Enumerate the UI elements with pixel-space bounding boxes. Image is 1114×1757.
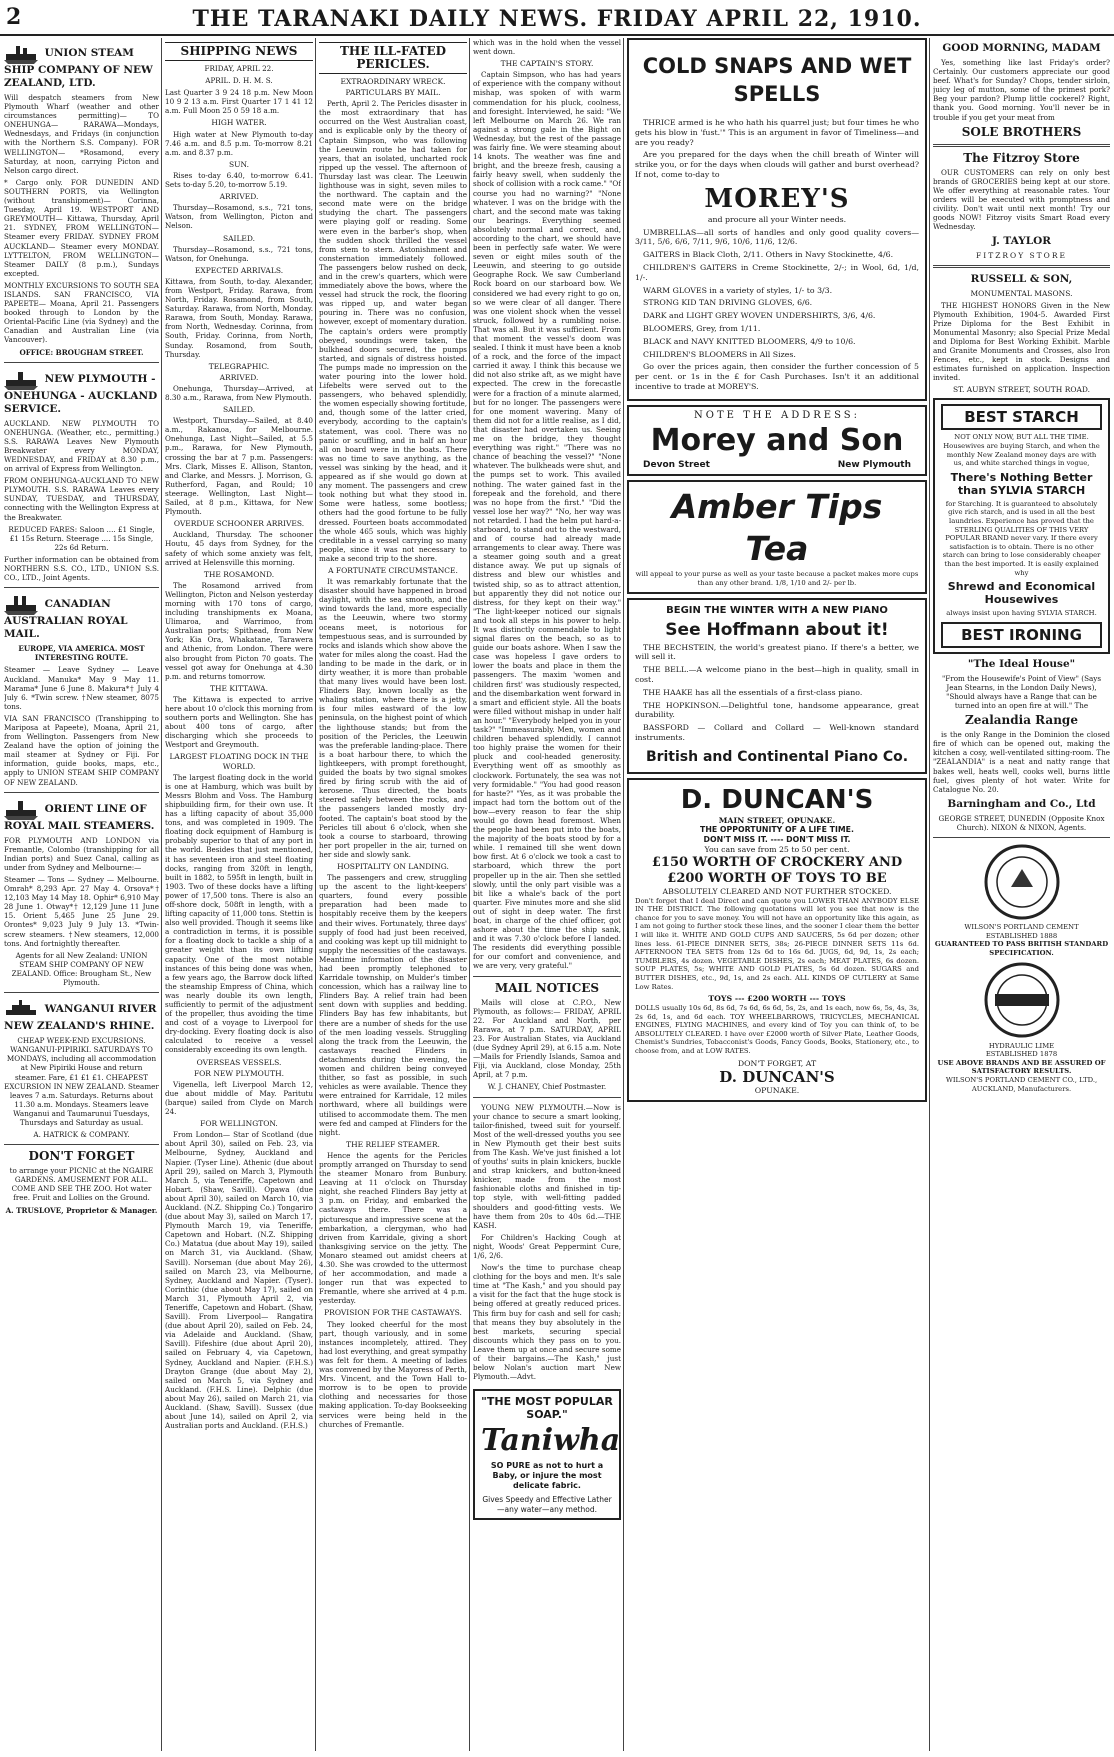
sailed-tel-heading: SAILED. (222, 405, 256, 415)
fortunate: It was remarkably fortunate that the disaster should have happened in broad daylight, with the sea smooth, and the wind towards the land, more especially as the Leeuwin, where two stormy oceans meet, is notorious for tempestuous seas, and is surrounded by rocks and islands which show above the water for miles along the coast. Had the landing to be made in the dark, or in dirty weather, it is more than probable that many lives would have been lost. Flinders Bay, known locally as the whaling station, where there is a jetty, is four miles eastward of the low peninsula, on the highest point of which the lighthouse stands; but from the position of the Pericles, the Leeuwin was the preferable landing-place. There is a boat harbour there, to which the lightkeepers, with prompt forethought, guided the boats by two signal smokes fired by firing scrub with the aid of kerosene. Thus directed, the boats steered safely between the rocks, and the passengers landed mostly dry-footed. The captain's boat stood by the Pericles till about 6 o'clock, when she took a course to starboard, throwing her port propeller in the air, turned on her side and slowly sank. (319, 577, 467, 859)
column-right-adverts (933, 38, 1110, 1751)
sun-times: Rises to-day 6.40, to-morrow 6.41. Sets to-day 5.20, to-morrow 5.19. (165, 170, 313, 190)
column-divider (469, 38, 470, 1751)
sailed-telegraphic: Westport, Thursday—Sailed, at 8.40 a.m., Rakanoa, for Melbourne. Onehunga, Last Night—Sailed, at 5.5 p.m., Rarawa, for New Plymouth, crossing the bar at 7 p.m. Passengers: Mrs. Clark, Misses E. Allison, Stanton, and Clarke, and Messrs. J. Morrison, G. Rutherford, Fagan, and Rould; 10 steerage. Wellington, Last Night—Sailed, at 8 p.m., Kittawa, for New Plymouth. (165, 416, 313, 517)
russell-heading: RUSSELL & SON, (970, 273, 1073, 286)
onehunga-outbound: AUCKLAND. NEW PLYMOUTH TO ONEHUNGA. (Weather, etc., permitting.) S.S. RARAWA Leaves New Plymouth Breakwater every MONDAY, WEDNESDAY, and FRIDAY at 8.30 p.m., on arrival of Express from Wellington. (4, 418, 159, 474)
chief-postmaster: W. J. CHANEY, Chief Postmaster. (487, 1082, 607, 1092)
duncan-sign: D. DUNCAN'S (719, 1068, 835, 1087)
column-divider (161, 38, 162, 1751)
kittawa-heading: THE KITTAWA. (210, 683, 268, 693)
telegraphic-heading: TELEGRAPHIC. (208, 361, 270, 371)
barningham-address: GEORGE STREET, DUNEDIN (Opposite Knox Church). NIXON & NIXON, Agents. (938, 813, 1105, 832)
floating-dock-heading: LARGEST FLOATING DOCK IN THE WORLD. (169, 752, 309, 771)
sole-heading: GOOD MORNING, MADAM (942, 42, 1101, 54)
steamship-icon (4, 593, 38, 615)
orient-sailings: Steamer — Tons — Sydney — Melbourne. Omrah* 8,293 Apr. 27 May 4. Orsova*† 12,103 May 14 May 18. Ophir* 6,910 May 28 June 1. Otway*† 12,129 June 11 June 15. Orient 5,465 June 25 June 29. Orontes* 9,023 July 9 July 13. *Twin-screw steamers. †New steamers, 12,000 tons. And fortnightly thereafter. (4, 875, 159, 948)
taniwha-tagline: "THE MOST POPULAR SOAP." (481, 1395, 613, 1422)
pericles-story: Perth, April 2. The Pericles disaster in the most extraordinary that has occurred on the West Australian coast, and is explicable only by the theory of Captain Simpson, who was following the Leeuwin route he had taken for years, that an isolated, uncharted rock ripped up the vessel. The afternoon of Thursday last was clear. The Leeuwin lighthouse was in sight, seven miles to the northward. The captain and the second mate were on the bridge studying the chart. The passengers were playing golf or reading. Some were even in the barber's shop, when the sudden shock thrilled the vessel from stem to stern. Astonishment and consternation immediately followed. The passengers below rushed on deck, and in the crew's quarters, which were immediately above the bows, where the vessel had struck the rock, the flooring was ripped up, and water began pouring in. There was no confusion, however, except of momentary duration. The captain's orders were promptly obeyed, soundings were taken, the bulkhead doors secured, the pumps started, and signals of distress hoisted. The pumps made no impression on the water pouring into the lower hold. Lifebelts were served out to the passengers, who behaved splendidly, the women especially showing fortitude, and, though some of the latter cried, everybody, according to the captain's statement, was cool. There was no panic or scuffling, and in half an hour all on board were in the boats. There was no time to save anything, as the vessel was sinking by the head, and it appeared as if she would go down at any moment. The passengers and crew took nothing but what they stood in. Some were hatless, some bootless; others had the good fortune to be fully dressed. Fourteen boats accommodated the whole 465 souls, which was highly creditable in a vessel carrying so many people, since it was not necessary to make a second trip to the shore. (319, 99, 467, 563)
riverboat-icon (4, 998, 38, 1020)
shipping-date: FRIDAY, APRIL 22. (204, 64, 274, 73)
sylvia-starch-advert (933, 398, 1110, 653)
fitzroy-text: OUR CUSTOMERS can rely on only best brands of GROCERIES being kept at our store. We offer everything at reasonable rates. Your orders will be executed with promptness and civility. Don't wait until next month! Try our goods NOW! Fitzroy visits Smart Road every Wednesday. (933, 167, 1110, 232)
amber-tips-brand: Amber Tips Tea (671, 487, 883, 569)
piano-item: THE BELL.—A welcome piano in the best—high in quality, small in cost. (635, 665, 919, 684)
overseas-heading: OVERSEAS VESSELS. (196, 1057, 282, 1067)
barningham: Barningham and Co., Ltd (947, 797, 1096, 810)
steamship-icon (4, 798, 38, 820)
high-water: High water at New Plymouth to-day 7.46 a.m. and 8.5 p.m. To-morrow 8.21 a.m. and 8.37 p.m. (165, 129, 313, 157)
floating-dock: The largest floating dock in the world is one at Hamburg, which was built by Messrs Blohm and Voss. The Hamburg shipbuilding firm, for their own use. It has a lifting capacity of about 35,000 tons, and was completed in 1909. The floating dock equipment of Hamburg is probably superior to that of any port in the world. Besides that just mentioned, it has seventeen iron and steel floating docks, ranging from 320ft in length, built in 1882, to 595ft in length, built in 1903. Two of these docks have a lifting power of 17,500 tons. There is also an off-shore dock, 508ft in length, with a lifting capacity of 11,000 tons. Stettin is also well provided. Though it seems like a contradiction in terms, it is possible for a floating dock to tackle a ship of a greater weight than its own lifting capacity. One of the most notable instances of this being done was when, a few years ago, the Barrow dock lifted the steamship Empress of China, which was nearly double its own length, sufficiently to permit of the adjustment of the propeller, thus avoiding the time and cost of a voyage to Liverpool for dry-docking. Every floating dock is also calculated to receive a vessel considerably exceeding its own length. (165, 772, 313, 1055)
taniwha-brand: Taniwha (481, 1423, 621, 1459)
russell-masons: MONUMENTAL MASONS. (970, 289, 1073, 299)
canadian-info: VIA SAN FRANCISCO (Transhipping to Mariposa at Papeete), Moana, April 21, from Wellington. Passengers from New Zealand have the option of joining the mail steamer at Sydney or Fiji. For information, guide books, maps, etc., apply to UNION STEAM SHIP COMPANY OF NEW ZEALAND. (4, 713, 159, 787)
rosamond-heading: THE ROSAMOND. (203, 569, 275, 579)
column-divider (315, 38, 316, 1751)
morey-item: DARK and LIGHT GREY WOVEN UNDERSHIRTS, 3/6, 4/6. (643, 311, 876, 321)
union-schedule-islands: MONTHLY EXCURSIONS TO SOUTH SEA ISLANDS. SAN FRANCISCO, VIA PAPEETE— Moana, April 21. Passengers booked through to London by the Oriental-Pacific Line (via Sydney) and the Canadian and Australian Line (via Vancouver). (4, 280, 159, 345)
cough-cure: For Children's Hacking Cough at night, Woods' Great Peppermint Cure, 1/6, 2/6. (473, 1232, 621, 1260)
morey-address-advert (627, 405, 927, 477)
morey-item: STRONG KID TAN DRIVING GLOVES, 6/6. (643, 298, 813, 308)
column-divider (929, 38, 930, 1751)
ngaire-gardens: to arrange your PICNIC at the NGAIRE GARDENS. AMUSEMENT FOR ALL. COME AND SEE THE ZOO. Hot water free. Fruit and Lollies on the Ground. (9, 1166, 154, 1203)
mail-notices: Mails will close at C.P.O., New Plymouth, as follows:— FRIDAY, APRIL 22. For Auckland and North, per Rarawa, at 7 p.m. SATURDAY, APRIL 23. For Australian States, via Auckland (due Sydney April 29), at 6.15 a.m. Note—Mails for Friendly Islands, Samoa and Fiji, via Auckland, close Monday, 25th April, at 7 p.m. (473, 997, 621, 1080)
taniwha-soap-advert (473, 1389, 621, 1520)
canadian-mail-heading: CANADIAN AUSTRALIAN ROYAL MAIL. (4, 593, 159, 641)
morey-item-list (635, 228, 919, 360)
expected-heading: EXPECTED ARRIVALS. (194, 265, 284, 275)
arrived: Thursday—Rosamond, s.s., 721 tons, Watson, from Wellington, Picton and Nelson. (165, 203, 313, 231)
duncan-dont-forget: DON'T FORGET, AT (737, 1058, 817, 1068)
cement-guarantee: GUARANTEED TO PASS BRITISH STANDARD SPECIFICATION. (934, 940, 1109, 957)
duncan-cleared: ABSOLUTELY CLEARED AND NOT FURTHER STOCKED. (662, 886, 892, 896)
morey-item: GAITERS in Black Cloth, 2/11. Others in Navy Stockinette, 4/6. (643, 250, 894, 260)
piano-item: THE HAAKE has all the essentials of a first-class piano. (643, 687, 863, 697)
duncan-opportunity: THE OPPORTUNITY OF A LIFE TIME. (700, 825, 854, 835)
morey-town: New Plymouth (837, 459, 911, 470)
piano-title: See Hoffmann about it! (665, 619, 889, 640)
moon-phases: Last Quarter 3 9 24 18 p.m. New Moon 10 9 2 13 a.m. First Quarter 17 1 41 12 a.m. Full Moon 25 0 59 18 a.m. (165, 88, 313, 116)
union-schedule-ports: * Cargo only. FOR DUNEDIN AND SOUTHERN PORTS, via Wellington (without transhipment)— Corinna, Tuesday, April 19. WESTPORT AND GREYMOUTH— Kittawa, Thursday, April 21. SYDNEY, FROM WELLINGTON— Steamer every FRIDAY. SYDNEY FROM AUCKLAND— Steamer every MONDAY. LYTTELTON, FROM WELLINGTON— Steamer DAILY (8 p.m.), Sundays excepted. (4, 177, 159, 278)
lime-seal-label: HYDRAULIC LIME (988, 1041, 1055, 1050)
mail-notices-heading: MAIL NOTICES (494, 980, 600, 995)
rosamond: The Rosamond arrived from Wellington, Picton and Nelson yesterday morning with 170 tons of cargo, including transhipments ex Moana, Ulimaroa, and Warrimoo, from Australian ports; Spithead, from New York; Kia Ora, Whakatane, Tarawera and Athenic, from London. There were also brought from Picton 70 goats. The vessel got away for Onehunga at 4.30 p.m. and returns tomorrow. (165, 580, 313, 681)
orient-line-heading: ORIENT LINE OF ROYAL MAIL STEAMERS. (4, 798, 159, 833)
morey-winter: and procure all your Winter needs. (707, 214, 847, 224)
union-schedule: Will despatch steamers from New Plymouth Wharf (weather and other circumstances permitting)— TO ONEHUNGA— RARAWA—Mondays, Wednesdays, and Fridays (in conjunction with the Northern S.S. Company). FOR WELLINGTON— *Rosamond, every Saturday, at noon, carrying Picton and Nelson cargo direct. (4, 93, 159, 175)
duncan-dont-miss: DON'T MISS IT. ---- DON'T MISS IT. (703, 835, 851, 845)
cement-firm: WILSON'S PORTLAND CEMENT CO., LTD., AUCKLAND, Manufacturers. (945, 1075, 1098, 1093)
fares-info: Further information can be obtained from NORTHERN S.S. CO., LTD., UNION S.S. CO., LTD., Joint Agents. (4, 554, 159, 583)
provision-heading: PROVISION FOR THE CASTAWAYS. (324, 1308, 462, 1318)
duncan-toys-line: £200 WORTH OF TOYS TO BE (667, 870, 887, 886)
provision: They looked cheerful for the most part, though variously, and in some instances incompletely, attired. They had lost everything, and great sympathy was felt for them. A meeting of ladies was convened by the Mayoress of Perth, Mrs. Vincent, and the Town Hall to-morrow is to be open to provide clothing and necessaries for those making application. To-day Bookseeking services were being held in the churches of Fremantle. (319, 1319, 467, 1429)
morey-intro: THRICE armed is he who hath his quarrel just; but four times he who gets his blow in 'fust.'" This is an argument in favor of Timeliness—and are you ready? (635, 118, 919, 147)
steamship-icon (4, 42, 38, 64)
duncan-toys-text: DOLLS usually 10s 6d, 8s 6d, 7s 6d, 6s 6d, 5s, 2s, and 1s each, now 6s, 5s, 4s, 3s, 2s 6d, 1s, and 6d each. TOY WHEELBARROWS, TRICYCLES, MECHANICAL ENGINES, FLYING MACHINES, and every kind of Toy you can think of, to be ABSOLUTELY CLEARED. I have over £2000 worth of Silver Plate, Leather Goods, Chemist's Sundries, Tobacconist's Goods, Fancy Goods, Books, Stationery, etc., to choose from, and at LOW RATES. (635, 1004, 919, 1055)
kash-sale: Now's the time to purchase cheap clothing for the boys and men. It's sale time at "The Kash," and you should pay a visit for the fact that the huge stock is being offered at greatly reduced prices. This firm buy for cash and sell for cash; that means they buy absolutely in the best markets, securing special discounts which they pass on to you. Leave them up at once and secure some of their bargains.—The Kash," just below Nolan's auction mart New Plymouth.—Advt. (473, 1263, 621, 1382)
ngaire-proprietor: A. TRUSLOVE, Proprietor & Manager. (5, 1205, 158, 1215)
overseas-wellington: From London— Star of Scotland (due about April 30), sailed on Feb. 23, via Melbourne, Sydney, Auckland and Napier. (Tyser Line). Athenic (due about April 29), sailed on March 3, Plymouth March 5, via Teneriffe, Capetown and Hobart. (Shaw, Savill). Opawa (due about April 30), sailed on March 10, via Auckland. (N.Z. Shipping Co.) Tongariro (due about May 3), sailed on March 17, Plymouth March 19, via Teneriffe, Capetown and Hobart. (N.Z. Shipping Co.) Matatua (due about May 19), sailed on March 31, via Auckland. (Shaw, Savill). Norseman (due about May 26), sailed on March 23, via Melbourne, Sydney, Auckland and Napier. (Tyser). Corinthic (due about May 17), sailed on March 31, Plymouth April 2, via Teneriffe, Capetown and Hobart. (Shaw, Savill). From Liverpool— Rangatira (due about April 20), sailed on Feb. 24, via Adelaide and Auckland. (Shaw, Savill). Fifeshire (due about April 20), sailed on February 4, via Capetown, Sydney, Auckland and Napier. (F.H.S.) Drayton Grange (due about May 2), sailed on March 5, via Sydney and Auckland. (F.H.S. Line). Delphic (due about May 26), sailed on March 21, via Auckland. (Shaw, Savill). Sussex (due about June 14), sailed on April 2, via Australian ports and Auckland. (F.H.S.) (165, 1130, 313, 1431)
morey-item: BLOOMERS, Grey, from 1/11. (643, 323, 761, 333)
for-new-plymouth: FOR NEW PLYMOUTH. (193, 1068, 285, 1078)
relief-heading: THE RELIEF STEAMER. (346, 1139, 440, 1149)
russell-address: ST. AUBYN STREET, SOUTH ROAD. (952, 385, 1091, 395)
pericles-subhead: EXTRAORDINARY WRECK. (340, 77, 446, 86)
morey-question: Are you prepared for the days when the chill breath of Winter will strike you, or for the days when clouds will gather and burst overhead? If not, come to-day to (635, 150, 919, 179)
duncan-street: MAIN STREET, OPUNAKE. (718, 815, 836, 825)
taniwha-purity: SO PURE as not to hurt a Baby, or injure the most delicate fabric. (490, 1461, 604, 1491)
arrived-tel-heading: ARRIVED. (219, 372, 259, 382)
overdue-heading: OVERDUE SCHOONER ARRIVES. (173, 519, 305, 529)
sole-brothers: SOLE BROTHERS (961, 124, 1082, 139)
column-shipping-adverts (4, 38, 159, 1751)
orient-agents: Agents for all New Zealand: UNION STEAM SHIP COMPANY OF NEW ZEALAND. Office: Brougham St., New Plymouth. (11, 950, 152, 988)
duncan-prices: Don't forget that I deal Direct and can quote you LOWER THAN ANYBODY ELSE IN THE DISTRICT. The following quotations will let you see that now is the chance for you to save money. You will not have an opportunity like this again, as I am not going to further stock these lines, and the sooner I clear them the better I will like it. WHITE AND GOLD CUPS AND SAUCERS, 5s 6d per dozen; other lines less. 61-PIECE DINNER SETS, 38s; 26-PIECE DINNER SETS 11s 6d. AFTERNOON TEA SETS from 12s 6d to 16s 6d. JUGS, 6d, 9d, 1s, 2s each; TUMBLERS, 4s dozen. VEGETABLE DISHES, 2s each; MEAT PLATES, 6s dozen. SOUP PLATES, 5s; WHITE AND GOLD PLATES, 5s 6d dozen. SUGARS and BUTTER DISHES, etc., 9d, 1s, and 2s each. ALL KINDS OF CUTLERY at Same Low Rates. (635, 896, 919, 991)
for-wellington: FOR WELLINGTON. (200, 1119, 278, 1129)
best-ironing: BEST IRONING (941, 622, 1102, 648)
amber-tips-advert (627, 480, 927, 593)
union-steam-ship-heading: UNION STEAM SHIP COMPANY OF NEW ZEALAND, LTD. (4, 42, 159, 90)
duncan-crockery: £150 WORTH OF CROCKERY AND (651, 854, 903, 870)
fortunate-heading: A FORTUNATE CIRCUMSTANCE. (328, 565, 458, 575)
shipping-news-heading: SHIPPING NEWS (165, 42, 313, 61)
captain-story: Captain Simpson, who has had years of experience with the company without mishap, was spoken of with warm commendation for his pluck, coolness, and foresight. Interviewed, he said: "We left Melbourne on March 26. We ran against a strong gale in the Bight on Wednesday, but the rest of the passage was fairly fine. We were steaming about 14 knots. The weather was fine and bright, and the breeze fresh, causing a fairly heavy swell, when suddenly the shock of collision with a rock came." "Of course you had no warning?" "None whatever. I was on the bridge with the chart, and the second mate was taking our bearings. Everything seemed absolutely normal and correct, and, according to the chart, we should have been in perfectly safe water. We were seven or eight miles south of the Leeuwin, and steering to go outside Geographe Rock. We saw Cumberland Rock board on our starboard bow. We considered we had every right to go on, so we were clear of all danger. There was one violent shock when the vessel struck, followed by a rumbling noise. That was all. But it was sufficient. From that moment the vessel's doom was sealed. I think it must have been a knob of a rock, and the force of the impact carried it away. I think this because we did not also strike aft, as we might have expected. The crew in the forecastle were for a fraction of a minute alarmed, but for no longer. The passengers were for one moment wavering. Many of them did not for a little realise, as I did, that disaster had overtaken us. Seeing me on the bridge, they thought everything was right." "There was no chance of beaching the vessel?" "None whatever. The bulkheads were shut, and the pumps set to work. This availed nothing. The water gained fast in the forepeak and the forehold, and there was no hope from the first." "Did the vessel lose her way?" "No, her way was not retarded. I had the helm put hard-a-starboard, to stand out to the westward, and of course had already made arrangements to clear away. There was a steamer going south and a great distance away. We put up signals of distress and blew our whistles and twisted ship, so as to attract attention, but apparently they did not notice our distress, for they kept on their way." "The light-keeper noticed our signals and took all steps in his power to help. It was distinctly commendable to light signal flares on the beach, so as to guide our boats ashore. When I saw the case was hopeless I gave orders to lower the boats and place in them the passengers. The maxim 'women and children first' was studiously respected, and the disembarkation went forward in a smart and efficient style. All the boats were filled without mishap in under half an hour." "Everybody helped you in your task?" "Immeasurably. Men, women and children behaved splendidly. I cannot too highly praise the women for their pluck and cool-headed generosity. Everything went off as smoothly as clockwork. Fortunately, the sea was not very formidable." "You had good reason for haste?" "Yes, as it was probable the impact had torn the bottom out of the bow—every reason to fear the ship would go down head foremost. When the people had been put into the boats, the majority of the boats stood by for a while. I remained till she went down bow first. At 6 o'clock we took a cast to starboard, which threw the port propeller up in the air. Then she settled slowly, until the only part visible was a bit like a whale's back of the port quarter. Five minutes more and she slid out of sight in deep water. The first boat, in charge of the chief officer, got ashore about the time the ship sank, and it was 7.30 o'clock before I landed. The residents did everything possible for our comfort and convenience, and we are very, very grateful." (473, 70, 621, 971)
pericles-heading: THE ILL-FATED PERICLES. (319, 42, 467, 74)
taniwha-lather: Gives Speedy and Effective Lather—any water—any method. (482, 1495, 612, 1514)
starch-housewives: Shrewd and Economical Housewives (947, 580, 1096, 607)
fitzroy-store: FITZROY STORE (976, 251, 1067, 261)
duncan-town: OPUNAKE. (754, 1086, 800, 1096)
morey-address-note: NOTE THE ADDRESS: (694, 409, 860, 421)
duncan-name: D. DUNCAN'S (680, 784, 874, 815)
moon-table-head: APRIL. D. H. M. S. (205, 76, 273, 86)
piano-list (635, 643, 919, 743)
orient-route: FOR PLYMOUTH AND LONDON via Fremantle, Colombo (transhipping for all Indian ports) and Suez Canal, calling as under from Sydney and Melbourne:— (4, 835, 159, 872)
morey-street: Devon Street (643, 459, 710, 470)
wanganui-river-heading: WANGANUI RIVER NEW ZEALAND'S RHINE. (4, 998, 159, 1033)
cement-use: USE ABOVE BRANDS AND BE ASSURED OF SATISFACTORY RESULTS. (937, 1058, 1106, 1076)
fitzroy-heading: The Fitzroy Store (963, 150, 1080, 165)
sole-dialogue: Yes, something like last Friday's order? Certainly. Our customers appreciate our good beef. What's for Sunday? Chops, tender sirloin, juicy leg of mutton, some of the primest pork? Beg your pardon? Plump little cockerel? Right, thank you. Good morning. You'll never be in trouble if you get your meat from (933, 58, 1110, 122)
amber-tips-text: will appeal to your purse as well as your taste because a packet makes more cups than any other brand. 1/8, 1/10 and 2/- per lb. (635, 570, 919, 587)
morey-close: Go over the prices again, then consider the further concession of 5 per cent. or 1s in the £ for Cash Purchases. Isn't it an additional incentive to trade at MOREY'S. (635, 362, 919, 391)
morey-headline: COLD SNAPS AND WET SPELLS (642, 54, 912, 106)
kash-advert: YOUNG NEW PLYMOUTH.—Now is your chance to secure a smart looking, tailor-finished, tweed suit for yourself. Most of the well-dressed youths you see in New Plymouth get their best suits from The Kash. We've just finished a lot of youths' suits in plain knickers, buckle and strap knickers, and button-kneed knicker, made from the most fashionable cloths and finished in tip-top style, with well-fitting padded shoulders and good-fitting vests. We have them from 20s to 40s 6d.—THE KASH. (473, 1102, 621, 1230)
starch-insist: always insist upon having SYLVIA STARCH. (946, 609, 1097, 618)
captain-story-heading: THE CAPTAIN'S STORY. (500, 59, 594, 69)
duncan-save: You can save from 25 to 50 per cent. (704, 845, 850, 855)
best-starch: BEST STARCH (941, 404, 1102, 430)
lime-established: ESTABLISHED 1878 (985, 1050, 1058, 1059)
newspaper-title: THE TARANAKI DAILY NEWS. FRIDAY APRIL 22, 1910. (192, 6, 922, 32)
morey-item: UMBRELLAS—all sorts of handles and only good quality covers—3/11, 5/6, 6/6, 7/11, 9/6, 10/6, 11/6, 12/6. (635, 227, 919, 247)
hoffmann-piano-advert (627, 598, 927, 774)
column-captain-story (473, 38, 621, 1751)
canadian-route: EUROPE, VIA AMERICA. MOST INTERESTING ROUTE. (18, 644, 145, 663)
sailed-heading: SAILED. (222, 233, 256, 243)
morey-item: CHILDREN'S BLOOMERS in All Sizes. (643, 349, 796, 359)
overdue-schooner: Auckland, Thursday. The schooner Houtu, 45 days from Sydney, for the safety of which some anxiety was felt, arrived at Helensville this morning. (165, 530, 313, 567)
wilsons-cement-advert (933, 843, 1110, 1093)
morey-item: CHILDREN'S GAITERS in Creme Stockinette, 2/-; in Wool, 6d, 1/d, 1/-. (635, 262, 919, 282)
union-office: OFFICE: BROUGHAM STREET. (19, 347, 144, 357)
cement-established: ESTABLISHED 1888 (985, 931, 1058, 940)
portland-cement-seal-icon (983, 843, 1061, 921)
ideal-house-heading: "The Ideal House" (967, 657, 1076, 670)
masthead (0, 0, 1114, 36)
relief-steamer: Hence the agents for the Pericles promptly arranged on Thursday to send the steamer Monaro from Bunbury. Leaving at 11 o'clock on Thursday night, she reached Flinders Bay jetty at 3 p.m. on Friday, and embarked the castaways there. There was a picturesque and impressive scene at the embarkation, a clergyman, who had driven from Karridale, giving a short thanksgiving service on the jetty. The Monaro steamed out amidst cheers at 4.30. She was crowded to the uttermost of her accommodation, and made a longer run that was expected to Fremantle, where she arrived at 4 p.m. yesterday. (319, 1150, 467, 1306)
piano-item: THE BECHSTEIN, the world's greatest piano. If there's a better, we will sell it. (635, 642, 919, 662)
hydraulic-lime-seal-icon (983, 961, 1061, 1039)
morey-and-son: Morey and Son (650, 422, 904, 458)
duncan-toys-head: TOYS --- £200 WORTH --- TOYS (708, 994, 846, 1004)
expected-arrivals: Kittawa, from South, to-day. Alexander, from Westport, Friday. Rarawa, from North, Friday. Rosamond, from South, Saturday. Rarawa, from North, Monday. Rarawa, from South, Monday. Rarawa, from North, Wednesday. Corinna, from South, Friday. Corinna, from North, Sunday. Rosamond, from South, Thursday. (165, 276, 313, 359)
zealandia-range: Zealandia Range (965, 713, 1078, 728)
canadian-sailings: Steamer — Leave Sydney — Leave Auckland. Manuka* May 9 May 11. Marama* June 6 June 8. Makura*† July 4 July 6. *Twin screw. †New steamer, 8075 tons. (4, 665, 159, 711)
column-divider (623, 38, 624, 1751)
zealandia-text: is the only Range in the Dominion the closed fire of which can be opened out, making the kitchen a cosy, well-ventilated sitting-room. The "ZEALANDIA" is a neat and natty range that bakes well, heats well, cooks well, burns little fuel, gives plenty of hot water. Write for Catalogue No. 20. (933, 730, 1110, 794)
arrived-heading: ARRIVED. (219, 192, 259, 202)
wanganui-agent: A. HATRICK & COMPANY. (33, 1130, 130, 1140)
onehunga-inbound: FROM ONEHUNGA-AUCKLAND TO NEW PLYMOUTH. S.S. RARAWA Leaves every SUNDAY, TUESDAY, and THURSDAY, connecting with the Wellington Express at the Breakwater. (4, 476, 159, 522)
column-pericles (319, 38, 467, 1751)
onehunga-service-heading: NEW PLYMOUTH - ONEHUNGA - AUCKLAND SERVICE. (4, 368, 159, 416)
column-large-adverts (627, 38, 927, 1751)
high-water-heading: HIGH WATER. (211, 118, 267, 128)
piano-item: BASSFORD — Collard and Collard — Well-known standard instruments. (635, 723, 919, 742)
hospitality-heading: HOSPITALITY ON LANDING. (337, 861, 449, 871)
ideal-house-quote: "From the Housewife's Point of View" (Says Jean Stearns, in the London Daily News), "Should always have a Range that can be turned into an open fire at will." The (941, 673, 1102, 711)
hospitality: The passengers and crew, struggling up the ascent to the light-keepers' quarters, found every possible preparation had been made to hospitably receive them by the keepers and their wives. Fortunately, three days' supply of food had just been received, and cooking was kept up till midnight to supply the necessities of the castaways. Meantime information of the disaster had been promptly telephoned to Karridale township, on Mulder's timber concession, which has a railway line to Flinders Bay. A relief train had been sent down with supplies and bedding. Flinders Bay has few inhabitants, but there are a number of sheds for the use of the men loading vessels. Struggling along the track from the Leeuwin, the castaways reached Flinders in detachments during the evening, the women and children being conveyed thither, so fast as possible, in such vehicles as were available. Thence they were entrained for Karridale, 12 miles northward, where all buildings were utilised to accommodate them. The men were fed and camped at Flinders for the night. (319, 873, 467, 1137)
column-shipping-news (165, 38, 313, 1751)
wanganui-excursions: CHEAP WEEK-END EXCURSIONS. WANGANUI-PIPIRIKI. SATURDAYS TO MONDAYS, including all accommodation at New Pipiriki House and return steamer. Fare, £1 £1 £1. CHEAPEST EXCURSION IN NEW ZEALAND. Steamer leaves 7 a.m. Saturdays. Returns about 11.30 a.m. Mondays. Steamers leave Wanganui and Taumarunui Tuesdays, Thursdays and Saturday as usual. (4, 1036, 159, 1127)
morey-brand: MOREY'S (704, 183, 850, 214)
piano-firm: British and Continental Piano Co. (645, 748, 909, 765)
arrived-telegraphic: Onehunga, Thursday—Arrived, at 8.30 a.m., Rarawa, from New Plymouth. (165, 383, 313, 402)
fitzroy-taylor: J. TAYLOR (991, 235, 1052, 248)
sun-heading: SUN. (229, 159, 249, 169)
starch-nothing-better: There's Nothing Better than SYLVIA STARCH (950, 470, 1093, 497)
morey-item: WARM GLOVES in a variety of styles, 1/- to 3/3. (643, 285, 833, 295)
starch-intro: NOT ONLY NOW, BUT ALL THE TIME. Housewives are buying Starch, and when the monthly New Zealand money days are with us, and white starched things in vogue, (943, 433, 1100, 468)
morey-advert (627, 38, 927, 401)
page-number: 2 (6, 4, 22, 30)
starch-text: for Starching. It is guaranteed to absolutely give rich starch, and is used in all the best laundries. Experience has proved that the STERLING QUALITIES OF THIS VERY POPULAR BRAND never vary. If there every satisfaction is to obtain. There is no other starch can bring to lose considerably cheaper than the best imported. It is easily explained why (942, 499, 1101, 577)
steamship-icon (4, 368, 38, 390)
ngaire-heading: DON'T FORGET (28, 1149, 135, 1164)
story-continued: which was in the hold when the vessel went down. (473, 38, 621, 57)
pericles-particulars: PARTICULARS BY MAIL. (345, 88, 441, 98)
piano-item: THE HOPKINSON.—Delightful tone, handsome appearance, great durability. (635, 700, 919, 720)
piano-headline: BEGIN THE WINTER WITH A NEW PIANO (666, 604, 888, 616)
reduced-fares: REDUCED FARES: Saloon .... £1 Single, £1 15s Return. Steerage .... 15s Single, 22s 6d Return. (8, 524, 155, 552)
overseas-new-plymouth: Vigenella, left Liverpool March 12, due about middle of May. Paritutu (barque) sailed from Clyde on March 24. (165, 1079, 313, 1117)
kittawa: The Kittawa is expected to arrive here about 10 o'clock this morning from southern ports and Wellington. She has about 400 tons of cargo, after discharging which she proceeds to Westport and Greymouth. (165, 694, 313, 750)
russell-text: THE HIGHEST HONORS Given in the New Plymouth Exhibition, 1904-5. Awarded First Prize Diploma for the Best Exhibit in Monumental Masonry; also Special Prize Medal and Diploma for Best Working Exhibit. Marble and Granite Monuments and Crosses, also Iron Fences, etc., kept in stock. Designs and estimates furnished on application. Inspection invited. (933, 300, 1110, 383)
cement-seal-label: WILSON'S PORTLAND CEMENT (964, 923, 1079, 932)
duncan-advert (627, 778, 927, 1102)
sailed: Thursday—Rosamond, s.s., 721 tons, Watson, for Onehunga. (165, 244, 313, 263)
morey-item: BLACK and NAVY KNITTED BLOOMERS, 4/9 to 10/6. (643, 336, 856, 346)
